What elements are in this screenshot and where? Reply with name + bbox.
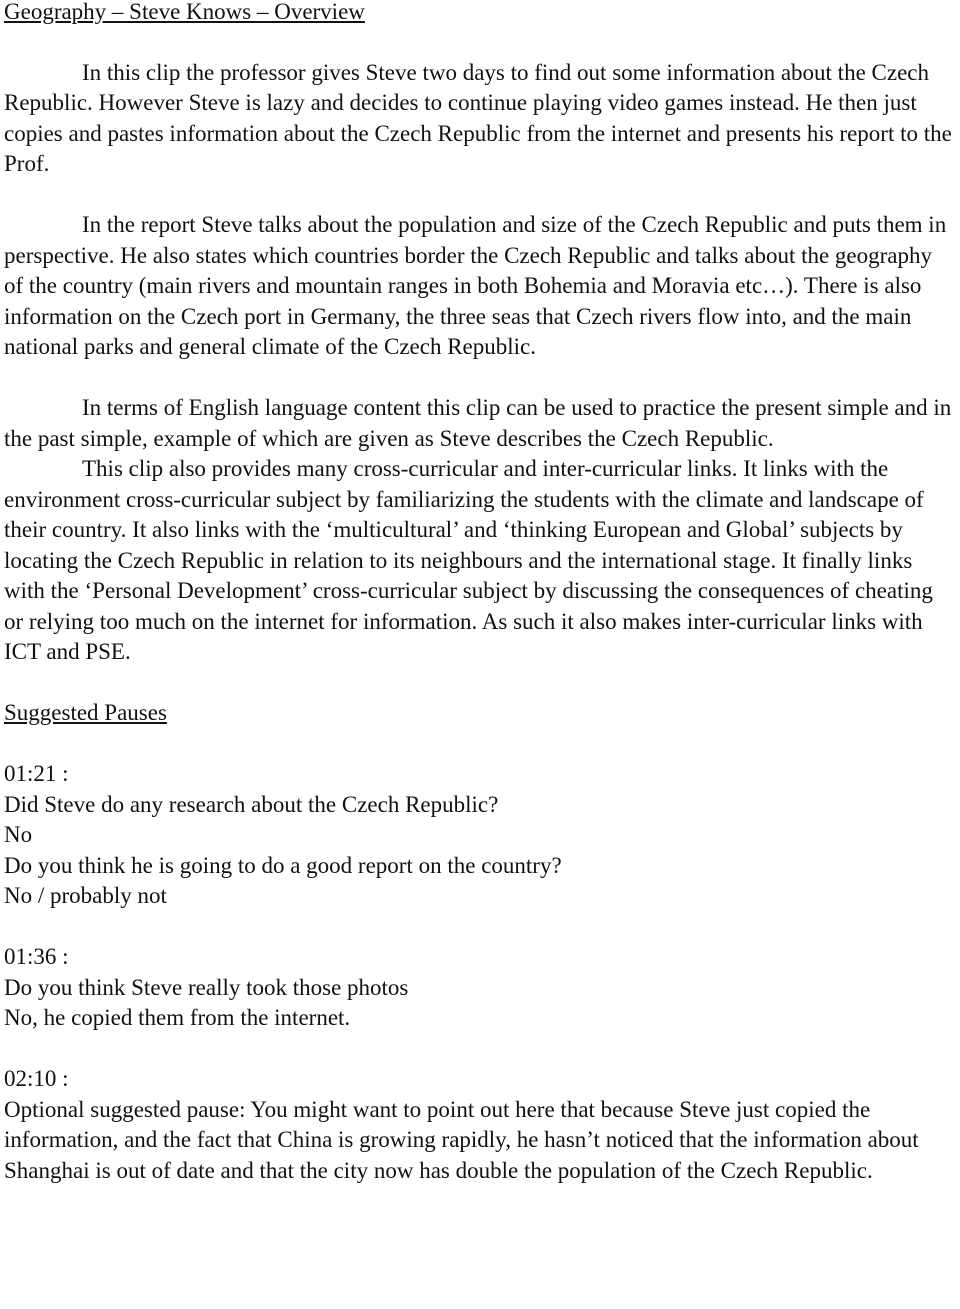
overview-paragraph-1: In this clip the professor gives Steve two days to find out some information about the Czech Republic. However Steve is lazy and decides to continue playing video games instead. He then just copies and pastes information about the Czech Republic from the internet and presents his report to the Prof. bbox=[4, 59, 952, 176]
spacer bbox=[4, 363, 956, 394]
suggested-pauses-heading: Suggested Pauses bbox=[4, 700, 167, 725]
spacer bbox=[4, 912, 956, 943]
pause-timestamp: 01:36 : bbox=[4, 944, 69, 969]
spacer bbox=[4, 180, 956, 211]
spacer bbox=[4, 729, 956, 760]
pause-block-2 bbox=[4, 942, 956, 1034]
pause-block-1 bbox=[4, 759, 956, 912]
pause-block-3 bbox=[4, 1064, 956, 1186]
document-page bbox=[4, 0, 956, 1186]
pause-question: Do you think Steve really took those photos bbox=[4, 974, 409, 1000]
pause-question: Did Steve do any research about the Czech Republic? bbox=[4, 791, 499, 817]
overview-paragraph-4: This clip also provides many cross-curricular and inter-curricular links. It links with the environment cross-curricular subject by familiarizing the students with the climate and landscape of their country. It also links with the ‘multicultural’ and ‘thinking European and Global’ subjects by locating the Czech Republic in relation to its neighbours and the international stage. It finally links with the ‘Personal Development’ cross-curricular subject by discussing the consequences of cheating or relying too much on the internet for information. As such it also makes inter-curricular links with ICT and PSE. bbox=[4, 456, 933, 664]
pause-answer: No bbox=[4, 822, 33, 847]
pause-timestamp: 02:10 : bbox=[4, 1066, 69, 1091]
pause-answer: No / probably not bbox=[4, 883, 167, 908]
document-title: Geography – Steve Knows – Overview bbox=[4, 0, 365, 24]
spacer bbox=[4, 28, 956, 58]
overview-paragraph-3: In terms of English language content this clip can be used to practice the present simple and in the past simple, example of which are given as Steve describes the Czech Republic. bbox=[4, 395, 952, 451]
pause-answer: No, he copied them from the internet. bbox=[4, 1005, 351, 1030]
overview-paragraph-2: In the report Steve talks about the population and size of the Czech Republic and puts them in perspective. He also states which countries border the Czech Republic and talks about the geography of the country (main rivers and mountain ranges in both Bohemia and Moravia etc…). There is also information on the Czech port in Germany, the three seas that Czech rivers flow into, and the main national parks and general climate of the Czech Republic. bbox=[4, 212, 947, 359]
pause-question: Do you think he is going to do a good report on the country? bbox=[4, 852, 562, 878]
pause-note: Optional suggested pause: You might want to point out here that because Steve just copied the information, and the fact that China is growing rapidly, he hasn’t noticed that the information about Shanghai is out of date and that the city now has double the population of the Czech Republic. bbox=[4, 1096, 919, 1183]
spacer bbox=[4, 668, 956, 699]
pause-timestamp: 01:21 : bbox=[4, 761, 69, 786]
spacer bbox=[4, 1034, 956, 1065]
